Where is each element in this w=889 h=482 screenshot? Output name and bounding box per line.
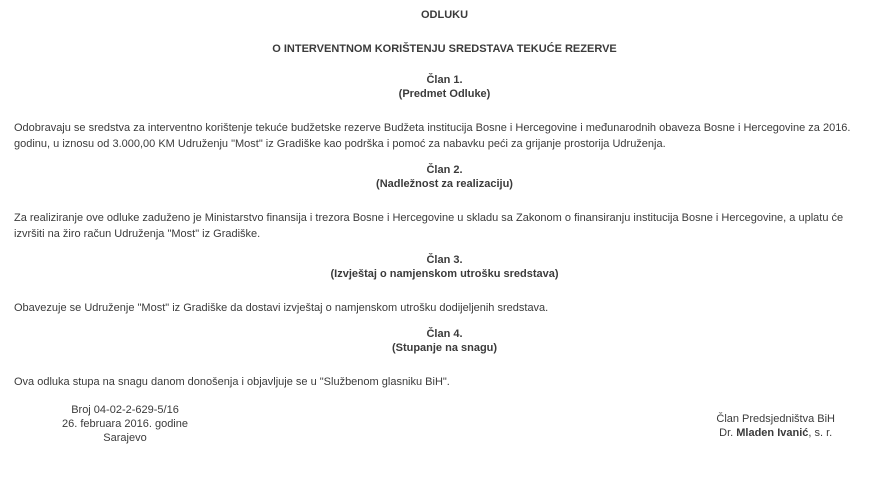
- article-2-head: [14, 163, 875, 191]
- document-title: ODLUKU: [420, 9, 469, 21]
- article-3-subheading: (Izvještaj o namjenskom utrošku sredstava): [330, 268, 559, 280]
- document-footer: [14, 403, 875, 445]
- reference-block: [62, 403, 188, 445]
- article-1-subheading: (Predmet Odluke): [398, 88, 491, 100]
- document-place: Sarajevo: [103, 432, 147, 444]
- article-1-heading: Član 1.: [426, 74, 463, 86]
- document-subtitle: O INTERVENTNOM KORIŠTENJU SREDSTAVA TEKUĆE REZERVE: [272, 43, 617, 55]
- article-1-head: [14, 73, 875, 101]
- document-date: 26. februara 2016. godine: [62, 418, 188, 430]
- signature-line: [716, 426, 835, 440]
- article-2-subheading: (Nadležnost za realizaciju): [376, 178, 513, 190]
- signature-block: [716, 412, 835, 445]
- article-2-body: Za realiziranje ove odluke zaduženo je Ministarstvo finansija i trezora Bosne i Hercegovine u skladu sa Zakonom o finansiranju institucija Bosne i Hercegovine, a uplatu će izvršiti na žiro račun Udruženja "Most" iz Gradiške.: [14, 212, 844, 240]
- article-4-heading: Član 4.: [426, 328, 463, 340]
- article-4-body: Ova odluka stupa na snagu danom donošenja i objavljuje se u "Službenom glasniku BiH".: [14, 376, 450, 388]
- article-2-heading: Član 2.: [426, 164, 463, 176]
- signature-prefix: Dr.: [719, 427, 737, 439]
- signature-name: Mladen Ivanić: [736, 427, 809, 439]
- signature-suffix: , s. r.: [808, 427, 833, 439]
- article-3-body: Obavezuje se Udruženje "Most" iz Gradiške da dostavi izvještaj o namjenskom utrošku dodijeljenih sredstava.: [14, 302, 549, 314]
- article-4-head: [14, 327, 875, 355]
- article-3-head: [14, 253, 875, 281]
- article-1-body: Odobravaju se sredstva za interventno korištenje tekuće budžetske rezerve Budžeta institucija Bosne i Hercegovine i međunarodnih obaveza Bosne i Hercegovine za 2016. godinu, u iznosu od 3.000,00 KM Udruženju "Most" iz Gradiške kao podrška i pomoć za nabavku peći za grijanje prostorija Udruženja.: [14, 122, 851, 150]
- article-3-heading: Član 3.: [426, 254, 463, 266]
- article-4-subheading: (Stupanje na snagu): [391, 342, 498, 354]
- signature-title: Član Predsjedništva BiH: [716, 413, 835, 425]
- reference-number: Broj 04-02-2-629-5/16: [71, 404, 179, 416]
